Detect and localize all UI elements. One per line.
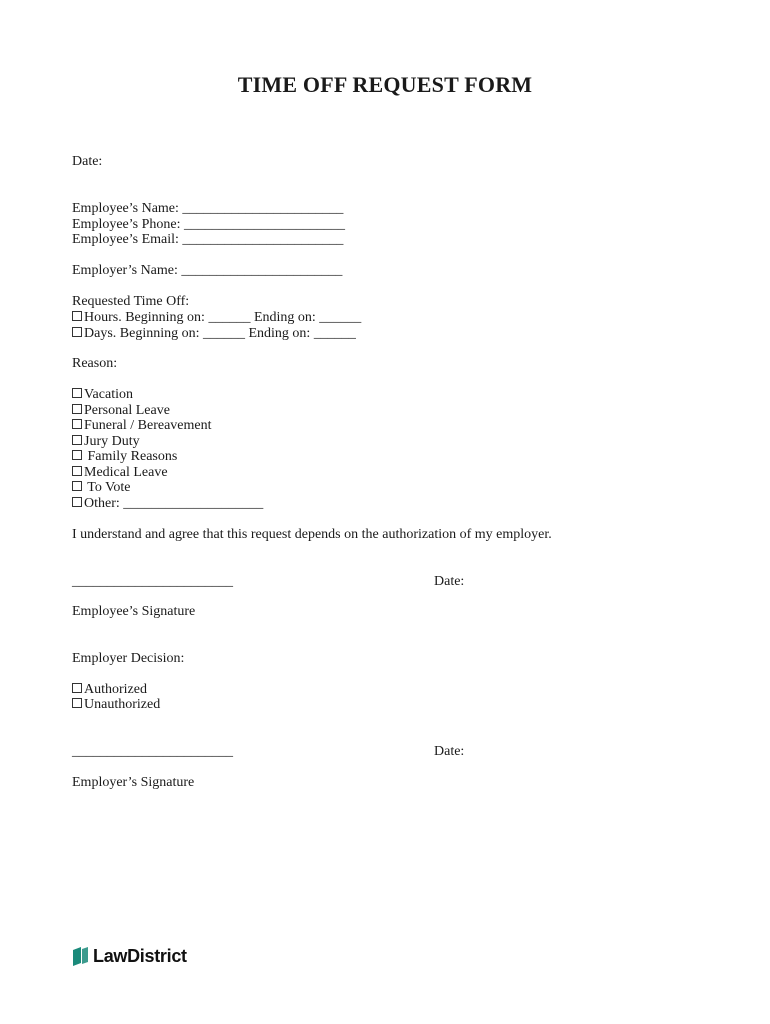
checkbox-other[interactable]	[72, 497, 82, 507]
reason-option-to-vote[interactable]	[72, 480, 130, 496]
checkbox-vacation[interactable]	[72, 388, 82, 398]
employee-signature-date-field[interactable]: Date:	[434, 574, 465, 589]
checkbox-family-reasons[interactable]	[72, 450, 82, 460]
checkbox-hours[interactable]	[72, 311, 82, 321]
reason-option-label: Medical Leave	[84, 465, 168, 480]
requested-time-off-label: Requested Time Off:	[72, 294, 190, 309]
reason-option-funeral[interactable]	[72, 418, 212, 434]
decision-option-authorized[interactable]	[72, 682, 147, 698]
employer-decision-label: Employer Decision:	[72, 651, 185, 666]
reason-option-jury-duty[interactable]	[72, 434, 140, 450]
agreement-text: I understand and agree that this request depends on the authorization of my employer.	[72, 527, 552, 542]
reason-option-label: Family Reasons	[84, 449, 178, 464]
days-option[interactable]	[72, 326, 356, 342]
decision-option-unauthorized[interactable]	[72, 697, 160, 713]
reason-option-label: Jury Duty	[84, 434, 140, 449]
checkbox-authorized[interactable]	[72, 683, 82, 693]
reason-option-family-reasons[interactable]	[72, 449, 177, 465]
checkbox-personal-leave[interactable]	[72, 404, 82, 414]
reason-option-label: Vacation	[84, 387, 133, 402]
logo-text: LawDistrict	[93, 945, 187, 966]
reason-option-label: To Vote	[84, 480, 131, 495]
lawdistrict-logo	[70, 944, 187, 968]
reason-option-label: Funeral / Bereavement	[84, 418, 212, 433]
reason-option-personal-leave[interactable]	[72, 403, 170, 419]
decision-option-label: Unauthorized	[84, 697, 161, 712]
decision-option-label: Authorized	[84, 682, 147, 697]
checkbox-funeral[interactable]	[72, 419, 82, 429]
checkbox-jury-duty[interactable]	[72, 435, 82, 445]
employee-name-field[interactable]: Employee’s Name: _______________________	[72, 201, 344, 216]
book-icon	[70, 945, 90, 967]
reason-option-other[interactable]	[72, 496, 263, 512]
employee-email-field[interactable]: Employee’s Email: _______________________	[72, 232, 344, 247]
hours-option[interactable]	[72, 310, 361, 326]
employer-signature-label: Employer’s Signature	[72, 775, 195, 790]
days-option-label: Days. Beginning on: ______ Ending on: ______	[84, 326, 356, 341]
employee-phone-field[interactable]: Employee’s Phone: _______________________	[72, 217, 345, 232]
reason-option-vacation[interactable]	[72, 387, 133, 403]
employee-signature-label: Employee’s Signature	[72, 604, 196, 619]
checkbox-to-vote[interactable]	[72, 481, 82, 491]
reason-label: Reason:	[72, 356, 118, 371]
employer-signature-date-field[interactable]: Date:	[434, 744, 465, 759]
checkbox-medical-leave[interactable]	[72, 466, 82, 476]
employer-name-field[interactable]: Employer’s Name: _______________________	[72, 263, 343, 278]
employer-signature-line[interactable]: _______________________	[72, 744, 233, 759]
reason-option-label: Personal Leave	[84, 403, 170, 418]
reason-option-medical-leave[interactable]	[72, 465, 168, 481]
hours-option-label: Hours. Beginning on: ______ Ending on: ______	[84, 310, 362, 325]
form-title: TIME OFF REQUEST FORM	[237, 72, 533, 97]
employee-signature-line[interactable]: _______________________	[72, 574, 233, 589]
reason-option-label: Other: ____________________	[84, 496, 264, 511]
date-field[interactable]: Date:	[72, 154, 103, 169]
checkbox-days[interactable]	[72, 327, 82, 337]
checkbox-unauthorized[interactable]	[72, 698, 82, 708]
